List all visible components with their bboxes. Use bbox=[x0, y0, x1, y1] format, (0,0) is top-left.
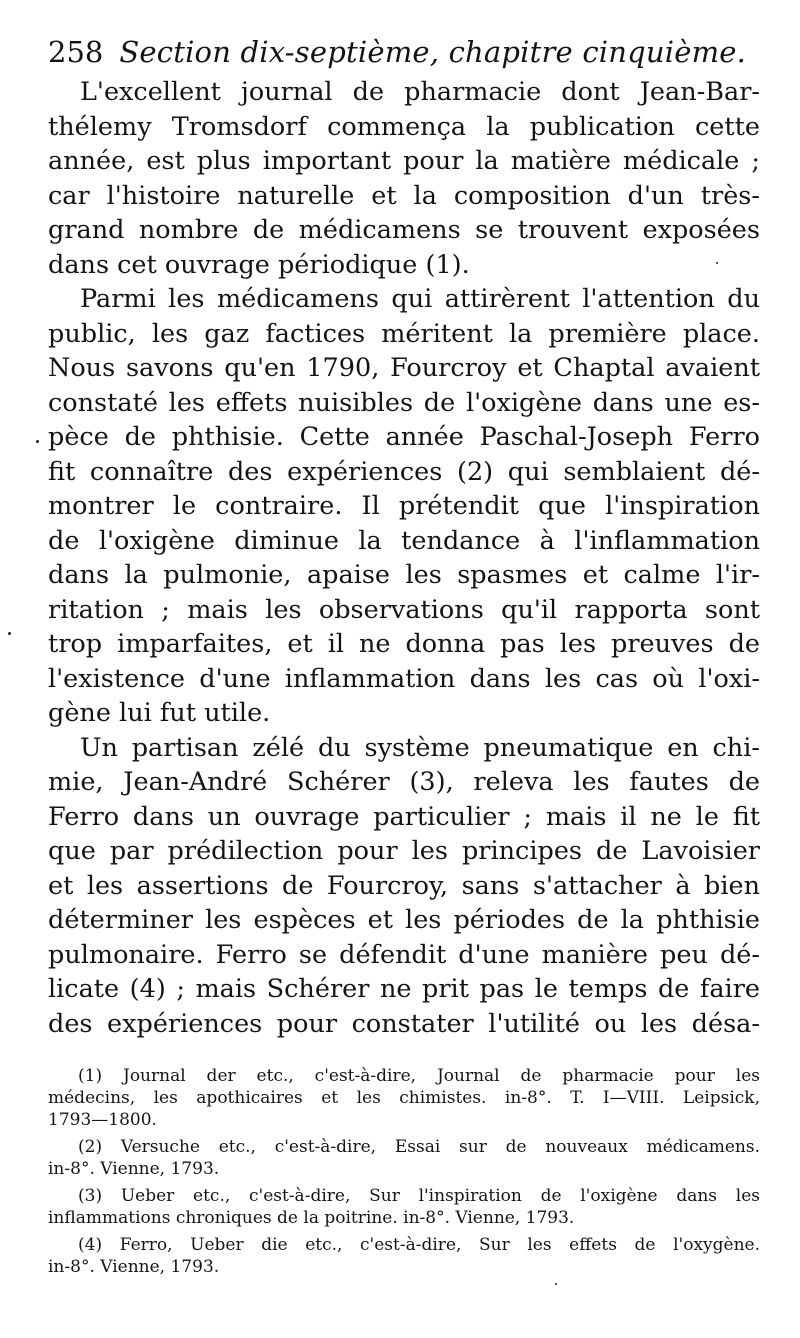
footnote-line: médecins, les apothicaires et les chimistes. in-8°. T. I—VIII. Leipsick, bbox=[48, 1088, 760, 1108]
footnote-line: (4) Ferro, Ueber die etc., c'est-à-dire, Sur les effets de l'oxygène. bbox=[78, 1235, 760, 1255]
text-line: Nous savons qu'en 1790, Fourcroy et Chaptal avaient bbox=[48, 353, 760, 383]
footnote-line: (2) Versuche etc., c'est-à-dire, Essai sur de nouveaux médicamens. bbox=[78, 1137, 760, 1157]
text-line: des expériences pour constater l'utilité ou les désa- bbox=[48, 1008, 760, 1039]
text-line: trop imparfaites, et il ne donna pas les preuves de bbox=[48, 629, 760, 659]
footnote-3 bbox=[48, 1185, 760, 1229]
footnote-line: inflammations chroniques de la poitrine. in-8°. Vienne, 1793. bbox=[48, 1208, 575, 1228]
text-line: grand nombre de médicamens se trouvent exposées bbox=[48, 215, 760, 245]
text-line: déterminer les espèces et les périodes de la phthisie bbox=[48, 905, 760, 935]
footnote-1 bbox=[48, 1065, 760, 1131]
text-line: montrer le contraire. Il prétendit que l'inspiration bbox=[48, 491, 760, 521]
footnote-2 bbox=[48, 1136, 760, 1180]
text-line: car l'histoire naturelle et la composition d'un très- bbox=[48, 180, 760, 211]
text-line: mie, Jean-André Schérer (3), releva les fautes de bbox=[48, 767, 760, 797]
text-line: dans la pulmonie, apaise les spasmes et calme l'ir- bbox=[48, 560, 760, 590]
text-line: public, les gaz factices méritent la première place. bbox=[48, 318, 760, 349]
running-title: Section dix-septième, chapitre cinquième. bbox=[119, 35, 747, 69]
paper-speck bbox=[716, 262, 718, 264]
text-line: Ferro dans un ouvrage particulier ; mais il ne le fit bbox=[48, 801, 760, 832]
text-line: de l'oxigène diminue la tendance à l'inflammation bbox=[48, 525, 760, 556]
body-text bbox=[48, 75, 760, 1041]
text-line: l'existence d'une inflammation dans les cas où l'oxi- bbox=[48, 663, 760, 694]
text-line: et les assertions de Fourcroy, sans s'attacher à bien bbox=[48, 870, 760, 901]
text-line: année, est plus important pour la matière médicale ; bbox=[48, 146, 760, 176]
footnote-line: in-8°. Vienne, 1793. bbox=[48, 1257, 220, 1277]
text-line: thélemy Tromsdorf commença la publication cette bbox=[48, 111, 760, 142]
text-line: pèce de phthisie. Cette année Paschal-Joseph Ferro bbox=[48, 422, 760, 452]
footnote-line: (1) Journal der etc., c'est-à-dire, Journal de pharmacie pour les bbox=[78, 1066, 760, 1086]
paper-speck bbox=[36, 440, 39, 443]
text-line: gène lui fut utile. bbox=[48, 698, 271, 728]
text-line: Parmi les médicamens qui attirèrent l'attention du bbox=[80, 284, 760, 314]
paper-speck bbox=[8, 632, 11, 635]
footnote-line: (3) Ueber etc., c'est-à-dire, Sur l'inspiration de l'oxigène dans les bbox=[78, 1186, 760, 1206]
running-head bbox=[48, 30, 758, 74]
text-line: constaté les effets nuisibles de l'oxigène dans une es- bbox=[48, 387, 760, 418]
footnote-line: in-8°. Vienne, 1793. bbox=[48, 1159, 220, 1179]
footnote-line: 1793—1800. bbox=[48, 1110, 157, 1130]
footnotes bbox=[48, 1065, 760, 1283]
text-line: dans cet ouvrage périodique (1). bbox=[48, 249, 470, 280]
text-line: ritation ; mais les observations qu'il rapporta sont bbox=[48, 594, 760, 625]
text-line: licate (4) ; mais Schérer ne prit pas le temps de faire bbox=[48, 974, 760, 1004]
footnote-4 bbox=[48, 1234, 760, 1278]
page-number: 258 bbox=[48, 35, 104, 69]
paper-speck bbox=[555, 1283, 557, 1285]
text-line: pulmonaire. Ferro se défendit d'une manière peu dé- bbox=[48, 939, 760, 970]
text-line: fit connaître des expériences (2) qui semblaient dé- bbox=[48, 456, 760, 487]
text-line: Un partisan zélé du système pneumatique en chi- bbox=[80, 732, 760, 763]
text-line: que par prédilection pour les principes de Lavoisier bbox=[48, 836, 760, 866]
text-line: L'excellent journal de pharmacie dont Jean-Bar- bbox=[80, 77, 760, 107]
